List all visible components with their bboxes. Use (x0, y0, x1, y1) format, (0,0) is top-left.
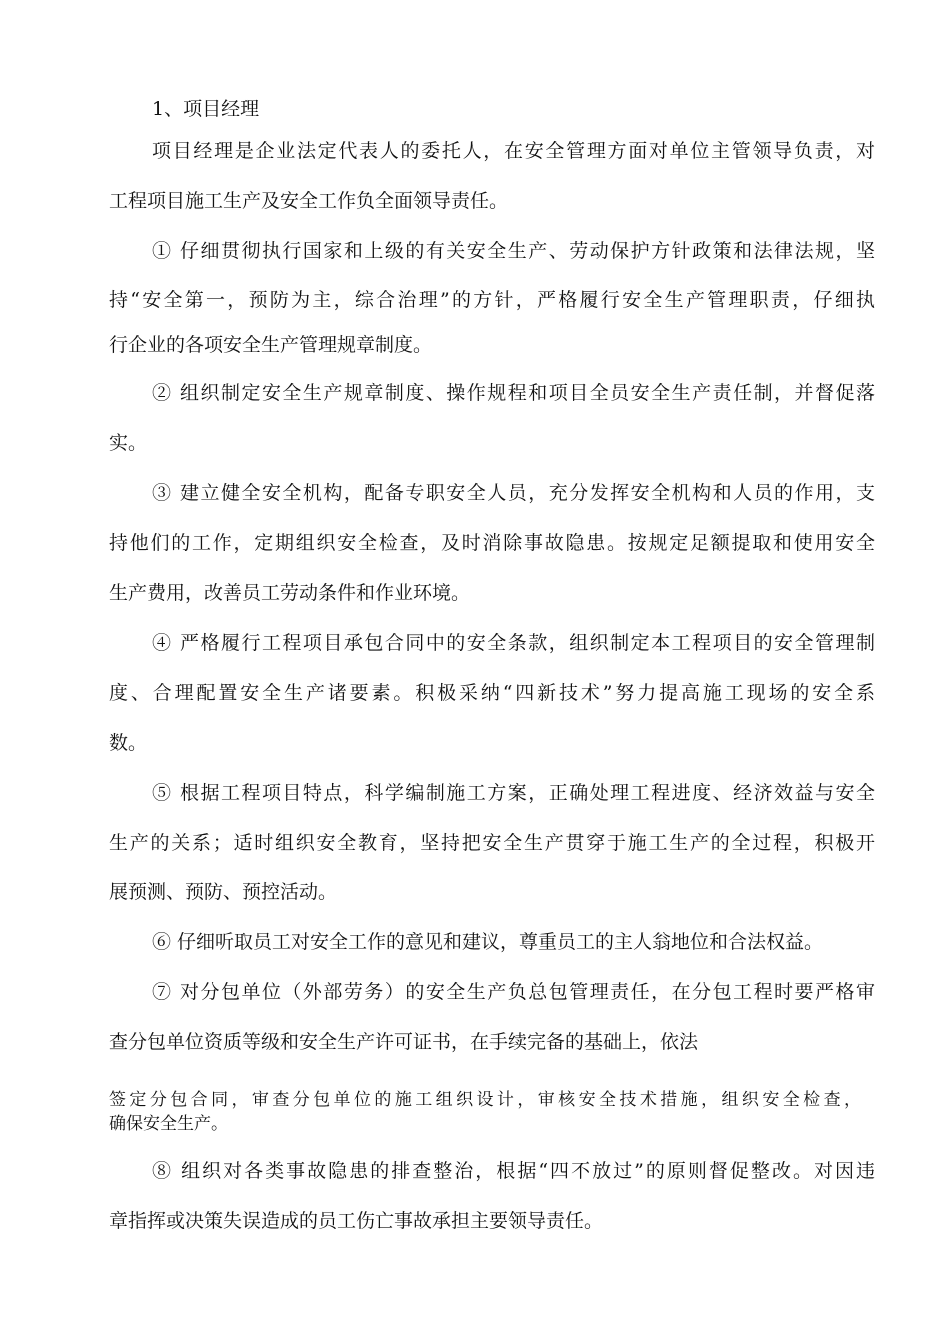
item-4-line-3: 数。 (109, 732, 148, 754)
item-8-line-1: ⑧ 组织对各类事故隐患的排查整治，根据“四不放过”的原则督促整改。对因违 (152, 1160, 875, 1182)
item-4-line-1: ④ 严格履行工程项目承包合同中的安全条款，组织制定本工程项目的安全管理制 (152, 632, 875, 654)
item-3-line-2: 持他们的工作，定期组织安全检查，及时消除事故隐患。按规定足额提取和使用安全 (109, 532, 875, 554)
item-5-line-3: 展预测、预防、预控活动。 (109, 881, 338, 903)
item-2-line-2: 实。 (109, 432, 148, 454)
item-5-line-2: 生产的关系；适时组织安全教育，坚持把安全生产贯穿于施工生产的全过程，积极开 (109, 832, 875, 854)
item-7-line-1: ⑦ 对分包单位（外部劳务）的安全生产负总包管理责任，在分包工程时要严格审 (152, 981, 875, 1003)
item-3-line-1: ③ 建立健全安全机构，配备专职安全人员，充分发挥安全机构和人员的作用，支 (152, 482, 875, 504)
item-2-line-1: ② 组织制定安全生产规章制度、操作规程和项目全员安全生产责任制，并督促落 (152, 382, 875, 404)
item-3-line-3: 生产费用，改善员工劳动条件和作业环境。 (109, 582, 471, 604)
intro-line-1: 项目经理是企业法定代表人的委托人，在安全管理方面对单位主管领导负责，对 (152, 140, 875, 162)
item-6-line-1: ⑥ 仔细听取员工对安全工作的意见和建议，尊重员工的主人翁地位和合法权益。 (152, 931, 824, 953)
item-7-line-2: 查分包单位资质等级和安全生产许可证书，在手续完备的基础上，依法 (109, 1031, 699, 1053)
item-7-line-3: 签定分包合同，审查分包单位的施工组织设计，审核安全技术措施，组织安全检查， (109, 1090, 861, 1110)
intro-line-2: 工程项目施工生产及安全工作负全面领导责任。 (109, 190, 509, 212)
section-heading: 1、项目经理 (152, 98, 260, 120)
item-1-line-1: ① 仔细贯彻执行国家和上级的有关安全生产、劳动保护方针政策和法律法规，坚 (152, 240, 875, 262)
item-1-line-2: 持“安全第一，预防为主，综合治理”的方针，严格履行安全生产管理职责，仔细执 (109, 289, 875, 311)
item-1-line-3: 行企业的各项安全生产管理规章制度。 (109, 334, 433, 356)
item-7-line-4: 确保安全生产。 (109, 1114, 228, 1134)
item-8-line-2: 章指挥或决策失误造成的员工伤亡事故承担主要领导责任。 (109, 1210, 604, 1232)
item-5-line-1: ⑤ 根据工程项目特点，科学编制施工方案，正确处理工程进度、经济效益与安全 (152, 782, 875, 804)
item-4-line-2: 度、合理配置安全生产诸要素。积极采纳“四新技术”努力提高施工现场的安全系 (109, 682, 875, 704)
